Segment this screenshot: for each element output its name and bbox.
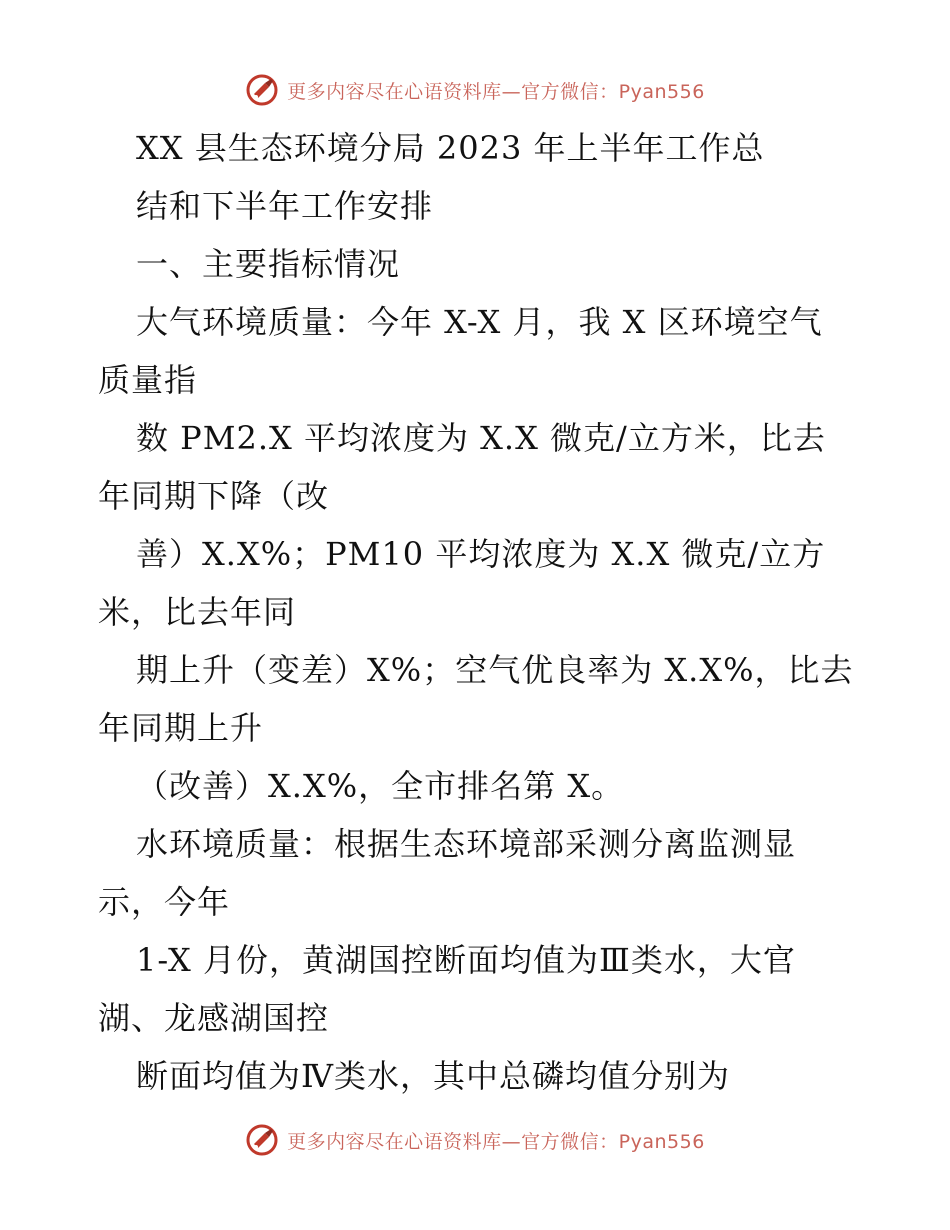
paragraph-line: 湖、龙感湖国控 [98,999,330,1037]
logo-icon [245,73,279,107]
paragraph-line: 大气环境质量：今年 X-X 月，我 X 区环境空气 [136,303,823,341]
paragraph-line: 期上升（变差）X%；空气优良率为 X.X%，比去 [136,651,854,689]
paragraph-line: 水环境质量：根据生态环境部采测分离监测显 [136,825,797,863]
footer-watermark [0,1120,950,1160]
header-watermark [0,70,950,110]
paragraph-line: 善）X.X%；PM10 平均浓度为 X.X 微克/立方 [136,535,826,573]
doc-title-line-2: 结和下半年工作安排 [136,187,434,225]
paragraph-line: 示，今年 [98,883,231,921]
paragraph-line: （改善）X.X%，全市排名第 X。 [136,767,625,805]
doc-title-line-1: XX 县生态环境分局 2023 年上半年工作总 [136,129,765,167]
watermark-text: 更多内容尽在心语资料库—官方微信：Pyan556 [287,80,705,103]
paragraph-line: 质量指 [98,361,198,399]
watermark-text: 更多内容尽在心语资料库—官方微信：Pyan556 [287,1130,705,1153]
logo-icon [245,1123,279,1157]
paragraph-line: 1-X 月份，黄湖国控断面均值为Ⅲ类水，大官 [136,941,796,979]
paragraph-line: 年同期上升 [98,709,264,747]
section-heading: 一、主要指标情况 [136,245,401,283]
paragraph-line: 数 PM2.X 平均浓度为 X.X 微克/立方米，比去 [136,419,826,457]
paragraph-line: 断面均值为Ⅳ类水，其中总磷均值分别为 [136,1057,730,1095]
paragraph-line: 米，比去年同 [98,593,297,631]
paragraph-line: 年同期下降（改 [98,477,330,515]
